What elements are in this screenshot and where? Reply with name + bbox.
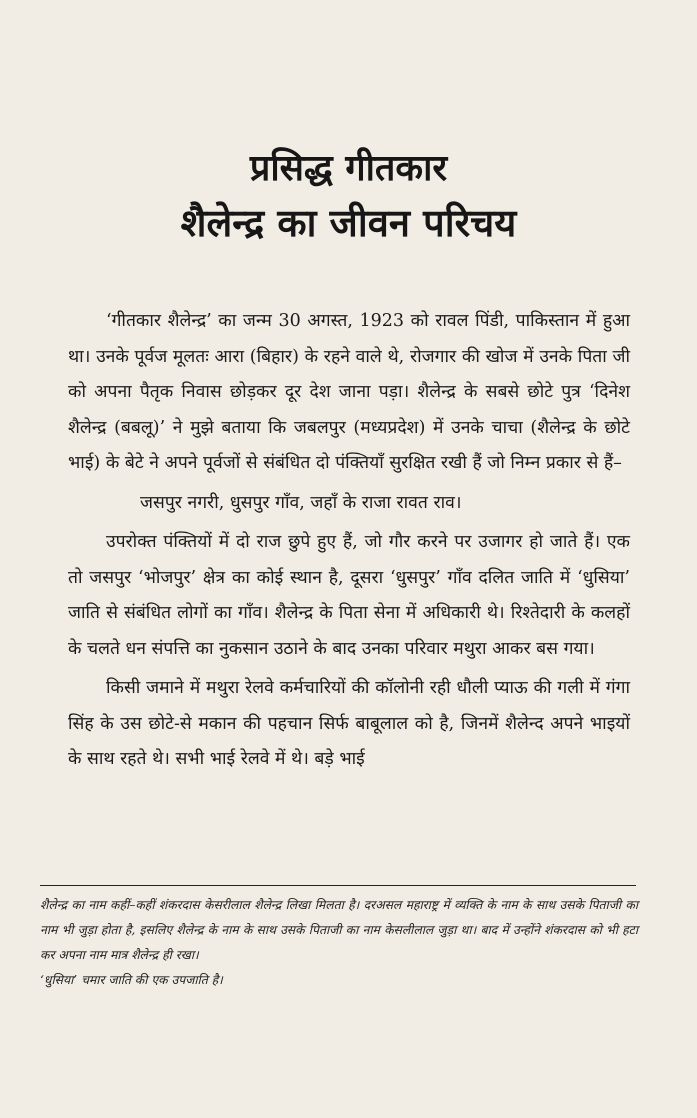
paragraph-birth: ‘गीतकार शैलेन्द्र’ का जन्म 30 अगस्त, 1923 को रावल पिंडी, पाकिस्तान में हुआ था। उनके पूर्वज मूलतः आरा (बिहार) के रहने वाले थे, रोजगार की खोज में उनके पिता जी को अपना पैतृक निवास छोड़कर दूर देश जाना पड़ा। शैलेन्द्र के सबसे छोटे पुत्र ‘दिनेश शैलेन्द्र (बबलू)’ ने मुझे बताया कि जबलपुर (मध्यप्रदेश) में उनके चाचा (शैलेन्द्र के छोटे भाई) के बेटे ने अपने पूर्वजों से संबंधित दो पंक्तियाँ सुरक्षित रखी हैं जो निम्न प्रकार से हैं– [68,311,630,473]
footnote-divider [40,885,636,886]
footnote-name: शैलेन्द्र का नाम कहीं–कहीं शंकरदास केसरीलाल शैलेन्द्र लिखा मिलता है। दरअसल महाराष्ट्र में व्यक्ति के नाम के साथ उसके पिताजी का नाम भी जुड़ा होता है, इसलिए शैलेन्द्र के नाम के साथ उसके पिताजी का नाम केसलीलाल जुड़ा था। बाद में उन्होंने शंकरदास को भी हटा कर अपना नाम मात्र शैलेन्द्र ही रखा। [40,898,638,962]
chapter-title-line-2: शैलेन्द्र का जीवन परिचय [180,201,517,245]
footnote-dhusiya: ‘धुसिया’ चमार जाति की एक उपजाति है। [40,973,223,987]
body-text [68,304,630,778]
verse-line: जसपुर नगरी, धुसपुर गाँव, जहाँ के राजा रावत राव। [140,492,462,513]
chapter-title-line-1: प्रसिद्ध गीतकार [249,148,448,189]
footnotes [40,893,638,993]
paragraph-mathura: किसी जमाने में मथुरा रेलवे कर्मचारियों की कॉलोनी रही धौली प्याऊ की गली में गंगा सिंह के उस छोटे-से मकान की पहचान सिर्फ बाबूलाल को है, जिनमें शैलेन्द अपने भाइयों के साथ रहते थे। सभी भाई रेलवे में थे। बड़े भाई [68,678,630,769]
paragraph-origins: उपरोक्त पंक्तियों में दो राज छुपे हुए हैं, जो गौर करने पर उजागर हो जाते हैं। एक तो जसपुर ‘भोजपुर’ क्षेत्र का कोई स्थान है, दूसरा ‘धुसपुर’ गाँव दलित जाति में ‘धुसिया’ जाति से संबंधित लोगों का गाँव। शैलेन्द्र के पिता सेना में अधिकारी थे। रिश्तेदारी के कलहों के चलते धन संपत्ति का नुकसान उठाने के बाद उनका परिवार मथुरा आकर बस गया। [68,532,630,659]
